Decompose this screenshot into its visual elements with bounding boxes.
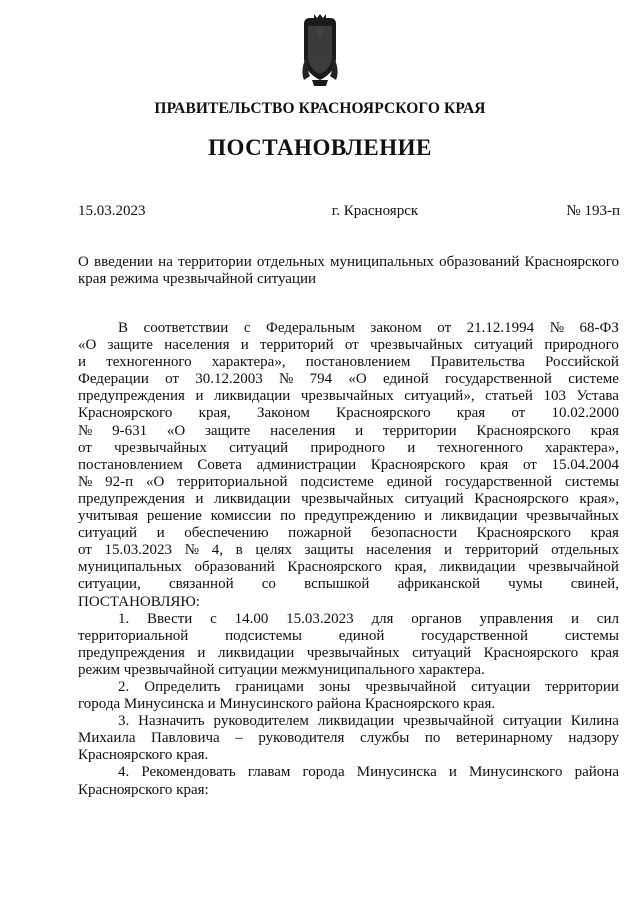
coat-of-arms-icon [300, 14, 340, 88]
body-line: предупреждения и ликвидации чрезвычайных ситуаций Красноярского края [78, 644, 619, 661]
body-line: Михаила Павловича – руководителя службы по ветеринарному надзору [78, 730, 619, 747]
document-number: № 193-п [566, 203, 620, 219]
body-line: В соответствии с Федеральным законом от 21.12.1994 № 68-ФЗ [118, 320, 619, 336]
body-line: ситуации, связанной со вспышкой африканской чумы свиней, [78, 576, 619, 593]
body-line: 4. Рекомендовать главам города Минусинска и Минусинского района [118, 764, 619, 781]
body-line: Красноярского края. [78, 747, 209, 764]
body-line: 1. Ввести с 14.00 15.03.2023 для органов управления и сил [118, 610, 619, 627]
body-line: города Минусинска и Минусинского района Красноярского края. [78, 696, 496, 713]
body-line: постановлением Совета администрации Красноярского края от 15.04.2004 [78, 456, 619, 473]
government-title: ПРАВИТЕЛЬСТВО КРАСНОЯРСКОГО КРАЯ [154, 100, 486, 117]
body-line: предупреждения и ликвидации чрезвычайных ситуаций Красноярского края», [78, 490, 619, 507]
body-line: от чрезвычайных ситуаций природного и техногенного характера», [78, 439, 619, 456]
document-body [78, 320, 619, 799]
document-meta [78, 203, 620, 220]
body-line: Красноярского края, Законом Красноярского края от 10.02.2000 [78, 405, 619, 422]
body-line: Федерации от 30.12.2003 № 794 «О единой государственной системе [78, 371, 619, 388]
body-line: территориальной подсистемы единой государственной системы [78, 627, 619, 644]
body-line: и техногенного характера», постановлением Правительства Российской [78, 354, 619, 371]
body-line: Красноярского края: [78, 781, 209, 798]
document-city: г. Красноярск [331, 203, 419, 219]
body-line: муниципальных образований Красноярского края, ликвидации чрезвычайной [78, 559, 619, 576]
body-line: ситуаций и обеспечению пожарной безопасности Красноярского края [78, 525, 619, 542]
body-line: ПОСТАНОВЛЯЮ: [78, 593, 200, 610]
body-line: 2. Определить границами зоны чрезвычайной ситуации территории [118, 678, 619, 695]
body-line: «О защите населения и территорий от чрезвычайных ситуаций природного [78, 337, 619, 354]
document-subject: О введении на территории отдельных муниципальных образований Красноярского края режима чрезвычайной ситуации [78, 254, 619, 287]
body-line: от 15.03.2023 № 4, в целях защиты населения и территорий отдельных [78, 542, 619, 559]
body-line: предупреждения и ликвидации чрезвычайных ситуаций», статьей 103 Устава [78, 388, 619, 405]
body-line: режим чрезвычайной ситуации межмуниципального характера. [78, 661, 485, 678]
body-line: учитывая решение комиссии по предупреждению и ликвидации чрезвычайных [78, 508, 619, 525]
body-line: № 9-631 «О защите населения и территории Красноярского края [78, 422, 619, 439]
body-line: № 92-п «О территориальной подсистеме единой государственной системы [78, 473, 619, 490]
document-type: ПОСТАНОВЛЕНИЕ [208, 135, 432, 160]
document-date: 15.03.2023 [78, 203, 146, 219]
body-line: 3. Назначить руководителем ликвидации чрезвычайной ситуации Килина [118, 713, 619, 730]
